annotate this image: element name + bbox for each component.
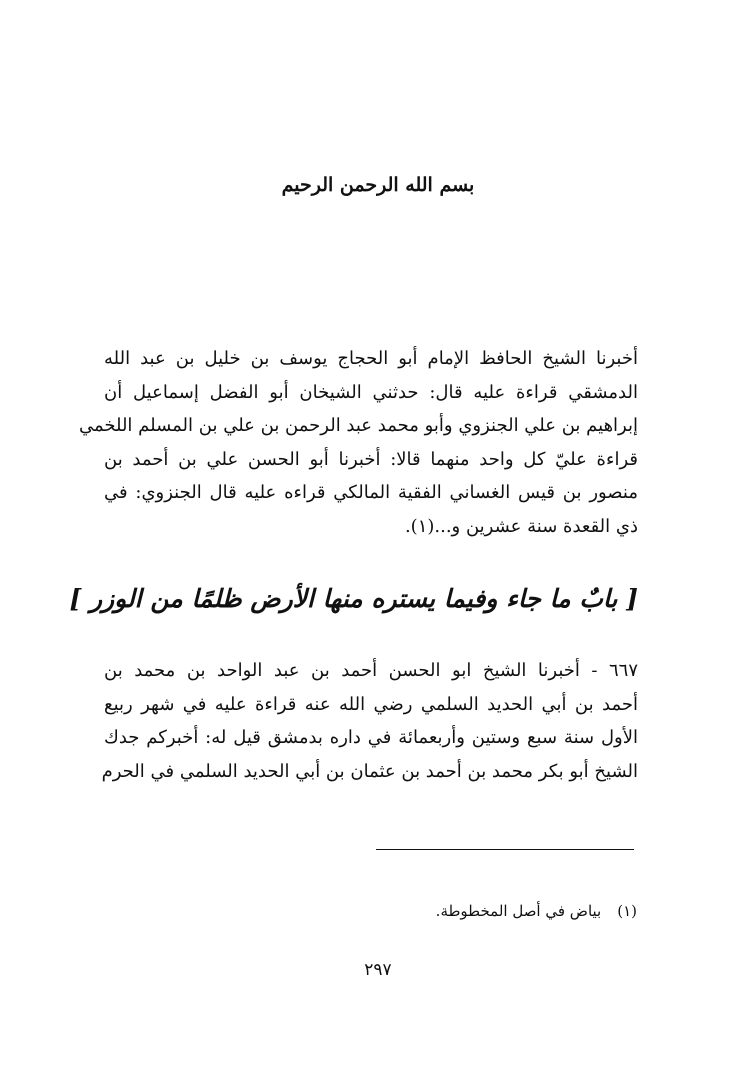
footnote-number: (١)	[617, 902, 637, 920]
footnote-divider	[376, 849, 634, 850]
footnote	[300, 902, 637, 920]
text-line: أحمد بن أبي الحديد السلمي رضي الله عنه قراءة عليه في شهر ربيع	[104, 693, 638, 715]
basmala-heading: بسم الله الرحمن الرحيم	[281, 174, 475, 196]
hadith-paragraph	[101, 654, 638, 788]
text-line: قراءة عليّ كل واحد منهما قالا: أخبرنا أبو الحسن علي بن أحمد بن	[104, 448, 638, 470]
intro-paragraph	[78, 342, 638, 544]
text-line: أخبرنا الشيخ الحافظ الإمام أبو الحجاج يوسف بن خليل بن عبد الله	[104, 348, 638, 369]
footnote-text: بياض في أصل المخطوطة.	[435, 902, 602, 920]
page-number: ٢٩٧	[364, 960, 392, 980]
text-line: ذي القعدة سنة عشرين و...(١).	[404, 515, 638, 537]
text-line: منصور بن قيس الغساني الفقية المالكي قراءه عليه قال الجنزوي: في	[104, 482, 638, 504]
text-line: إبراهيم بن علي الجنزوي وأبو محمد عبد الرحمن بن علي بن المسلم اللخمي	[78, 415, 638, 437]
text-line: الدمشقي قراءة عليه قال: حدثني الشيخان أبو الفضل إسماعيل أن	[104, 381, 638, 403]
text-line: الشيخ أبو بكر محمد بن أحمد بن عثمان بن أبي الحديد السلمي في الحرم	[101, 760, 638, 782]
text-line: ٦٦٧ - أخبرنا الشيخ ابو الحسن أحمد بن عبد الواحد بن محمد بن	[104, 660, 638, 681]
text-line: الأول سنة سبع وستين وأربعمائة في داره بدمشق قيل له: أخبركم جدك	[104, 727, 638, 749]
chapter-title: [ بابٌ ما جاء وفيما يستره منها الأرض ظلمًا من الوزر ]	[69, 584, 638, 613]
